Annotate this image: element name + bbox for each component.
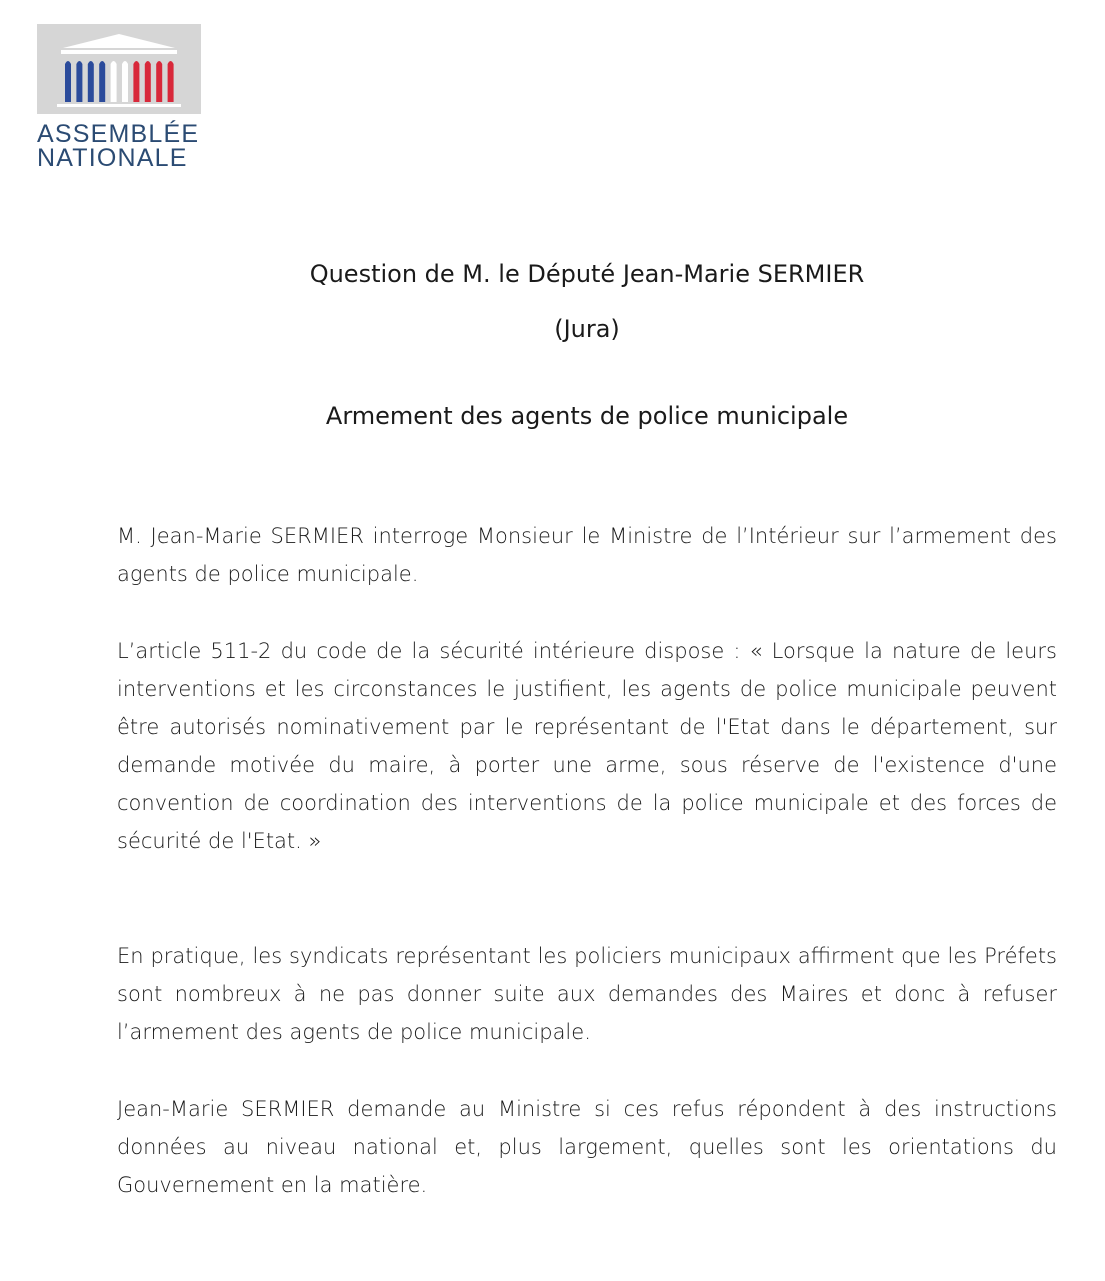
- logo-text-line1: ASSEMBLÉE: [37, 120, 200, 148]
- emblem-column: [99, 61, 105, 102]
- emblem-column: [156, 61, 162, 102]
- paragraph-3: En pratique, les syndicats représentant les policiers municipaux affirment que les Préfets sont nombreux à ne pas donner suite aux demandes des Maires et donc à refuser l’armement des agents de police municipale.: [117, 944, 1057, 1044]
- logo-text-line2: NATIONALE: [37, 144, 188, 172]
- paragraph-4: Jean-Marie SERMIER demande au Ministre si ces refus répondent à des instructions données au niveau national et, plus largement, quelles sont les orientations du Gouvernement en la matière.: [117, 1097, 1057, 1197]
- question-heading: Question de M. le Député Jean-Marie SERMIER: [309, 260, 865, 288]
- question-department: (Jura): [554, 315, 620, 343]
- emblem-column: [76, 61, 82, 102]
- paragraph-1: M. Jean-Marie SERMIER interroge Monsieur le Ministre de l’Intérieur sur l’armement des agents de police municipale.: [117, 524, 1057, 586]
- emblem-column: [168, 61, 174, 102]
- emblem-column: [65, 61, 71, 102]
- emblem-column: [145, 61, 151, 102]
- assemblee-nationale-logo: [37, 24, 203, 172]
- emblem-column: [111, 61, 117, 102]
- emblem-column: [133, 61, 139, 102]
- question-subject: Armement des agents de police municipale: [325, 402, 849, 430]
- emblem-column: [88, 61, 94, 102]
- assemblee-nationale-emblem-icon: [37, 24, 201, 114]
- paragraph-2: L’article 511-2 du code de la sécurité intérieure dispose : « Lorsque la nature de leurs interventions et les circonstances le justifient, les agents de police municipale peuvent être autorisés nominativement par le représentant de l'Etat dans le département, sur demande motivée du maire, à porter une arme, sous réserve de l'existence d'une convention de coordination des interventions de la police municipale et des forces de sécurité de l'Etat. »: [117, 639, 1057, 853]
- emblem-column: [122, 61, 128, 102]
